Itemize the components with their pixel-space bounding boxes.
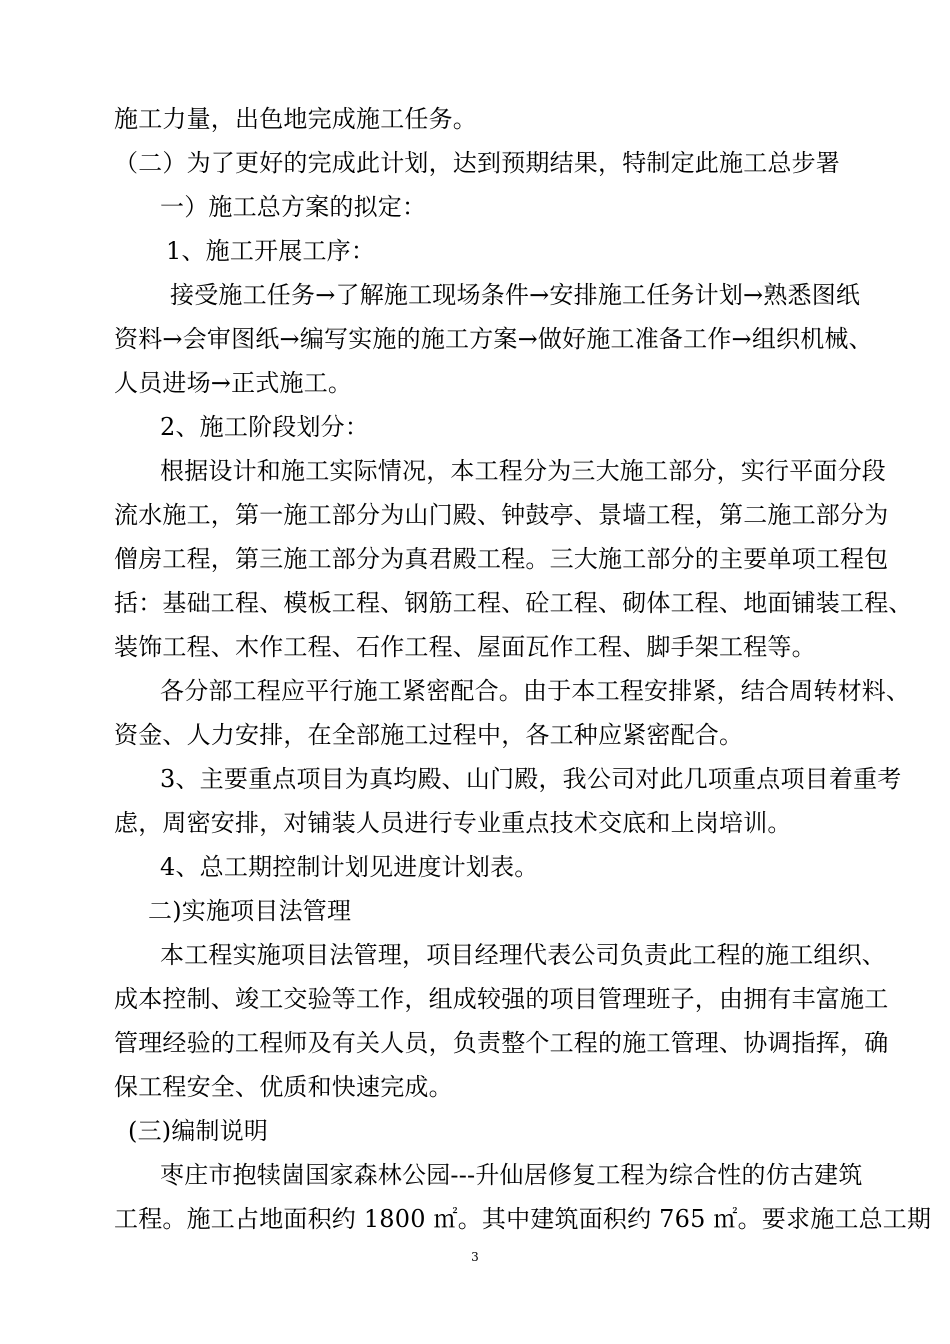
item-heading: 2、施工阶段划分： — [160, 413, 370, 441]
text-line: 括：基础工程、模板工程、钢筋工程、砼工程、砌体工程、地面铺装工程、 — [114, 589, 913, 617]
text-line: 成本控制、竣工交验等工作，组成较强的项目管理班子，由拥有丰富施工 — [114, 985, 889, 1013]
item-heading: 1、施工开展工序： — [166, 237, 376, 265]
text-line: 流水施工，第一施工部分为山门殿、钟鼓亭、景墙工程，第二施工部分为 — [114, 501, 889, 529]
text-line: 本工程实施项目法管理，项目经理代表公司负责此工程的施工组织、 — [160, 941, 886, 969]
text-line: 各分部工程应平行施工紧密配合。由于本工程安排紧，结合周转材料、 — [160, 677, 911, 705]
subsection-heading: 二)实施项目法管理 — [148, 897, 352, 925]
text-line: 施工力量，出色地完成施工任务。 — [114, 105, 477, 133]
text-line: 资金、人力安排，在全部施工过程中，各工种应紧密配合。 — [114, 721, 744, 749]
subsection-heading: 一）施工总方案的拟定： — [160, 193, 427, 221]
text-line: 僧房工程，第三施工部分为真君殿工程。三大施工部分的主要单项工程包 — [114, 545, 889, 573]
text-line: 管理经验的工程师及有关人员，负责整个工程的施工管理、协调指挥，确 — [114, 1029, 889, 1057]
text-line: 4、总工期控制计划见进度计划表。 — [160, 853, 539, 881]
text-line: 装饰工程、木作工程、石作工程、屋面瓦作工程、脚手架工程等。 — [114, 633, 816, 661]
text-line: 3、主要重点项目为真均殿、山门殿，我公司对此几项重点项目着重考 — [160, 765, 902, 793]
text-line: 工程。施工占地面积约 1800 ㎡。其中建筑面积约 765 ㎡。要求施工总工期 — [114, 1205, 932, 1233]
text-line: 根据设计和施工实际情况，本工程分为三大施工部分，实行平面分段 — [160, 457, 886, 485]
section-heading: (三)编制说明 — [128, 1117, 269, 1145]
text-line: 资料→会审图纸→编写实施的施工方案→做好施工准备工作→组织机械、 — [114, 325, 873, 353]
page-number: 3 — [471, 1250, 479, 1264]
section-heading: （二）为了更好的完成此计划，达到预期结果，特制定此施工总步署 — [114, 149, 840, 177]
text-line: 人员进场→正式施工。 — [114, 369, 353, 397]
text-line: 保工程安全、优质和快速完成。 — [114, 1073, 453, 1101]
text-line: 接受施工任务→了解施工现场条件→安排施工任务计划→熟悉图纸 — [170, 281, 861, 309]
text-line: 枣庄市抱犊崮国家森林公园---升仙居修复工程为综合性的仿古建筑 — [160, 1161, 863, 1189]
text-line: 虑，周密安排，对铺装人员进行专业重点技术交底和上岗培训。 — [114, 809, 792, 837]
